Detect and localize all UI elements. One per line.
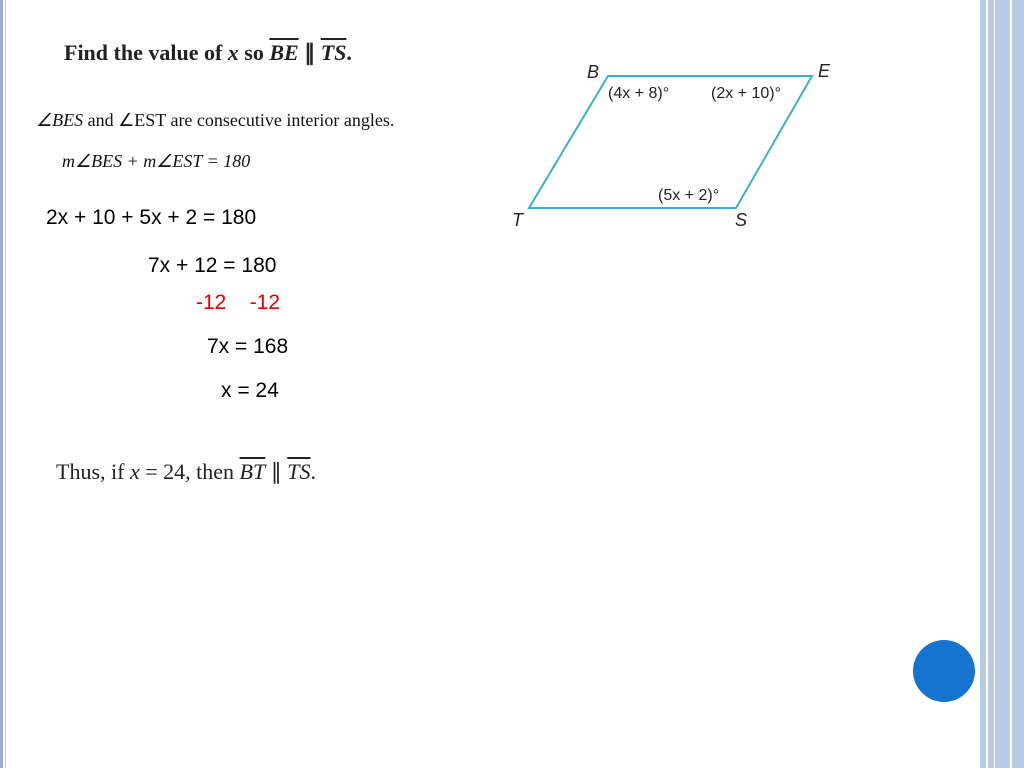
segment-bt: $\overline{BT}$	[239, 459, 266, 484]
slide-nav-button[interactable]	[913, 640, 975, 702]
angle-b-label: (4x + 8)°	[608, 85, 670, 102]
conclusion-period: .	[310, 459, 316, 484]
statement-and: and	[83, 110, 119, 130]
parallel-symbol: ∥	[265, 459, 288, 484]
equation-step-1: 2x + 10 + 5x + 2 = 180	[46, 206, 257, 229]
angle-est: ∠EST	[118, 110, 166, 130]
equation-step-4: 7x = 168	[207, 335, 289, 358]
conclusion-text: Thus, if	[56, 459, 130, 484]
segment-be: $\overline{BE}$	[269, 40, 299, 65]
statement-rest: are consecutive interior angles.	[165, 110, 395, 130]
right-border	[980, 0, 1024, 768]
segment-ts: $\overline{TS}$	[287, 459, 311, 484]
title-text: Find the value of	[64, 40, 228, 65]
parallelogram-figure	[500, 50, 870, 240]
right-border-line	[986, 0, 988, 768]
equation-step-5: x = 24	[221, 379, 279, 402]
angle-bes: ∠BES	[36, 110, 84, 130]
segment-ts: $\overline{TS}$	[320, 40, 347, 65]
angle-s-label: (5x + 2)°	[658, 187, 720, 204]
title-text: so	[238, 40, 270, 65]
sum-equation: m∠BES + m∠EST = 180	[62, 151, 251, 171]
angle-e-label: (2x + 10)°	[711, 85, 781, 102]
vertex-s-label: S	[735, 210, 748, 230]
vertex-e-label: E	[818, 61, 831, 81]
title-variable: x	[227, 40, 239, 65]
conclusion-text: = 24, then	[139, 459, 240, 484]
vertex-t-label: T	[512, 210, 523, 230]
parallel-symbol: ∥	[298, 40, 321, 65]
right-border-line	[994, 0, 995, 768]
problem-title	[64, 40, 352, 66]
vertex-b-label: B	[587, 62, 600, 82]
equation-step-3: -12 -12	[196, 291, 281, 314]
equation-step-2: 7x + 12 = 180	[148, 254, 277, 277]
title-period: .	[346, 40, 352, 65]
left-border-line	[5, 0, 6, 768]
conclusion	[56, 459, 316, 485]
left-border	[0, 0, 3, 768]
right-border-line	[1010, 0, 1012, 768]
consecutive-angles-statement	[36, 110, 394, 131]
conclusion-variable: x	[129, 459, 140, 484]
